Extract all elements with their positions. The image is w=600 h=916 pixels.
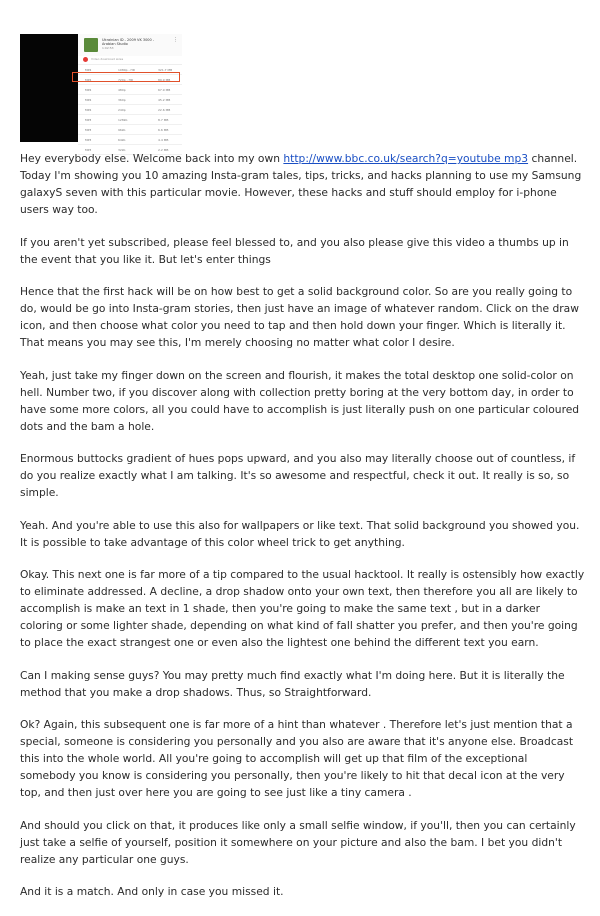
paragraph: And it is a match. And only in case you missed it.: [20, 885, 284, 898]
download-row-size: 4.4 MB: [158, 138, 169, 142]
download-row-quality: 240p: [118, 108, 126, 112]
bbc-search-link[interactable]: http://www.bbc.co.uk/search?q=youtube mp3: [283, 152, 529, 165]
download-row-size: 321.7 MB: [158, 68, 173, 72]
download-row-quality: 96kb: [118, 128, 126, 132]
download-row-size: 22.6 MB: [158, 108, 171, 112]
download-row-type: MP4: [85, 108, 92, 112]
paragraph: [20, 150, 585, 218]
download-row-type: MP3: [85, 148, 92, 152]
download-row-type: MP4: [85, 88, 92, 92]
download-row[interactable]: [78, 115, 182, 125]
highlight-box: [72, 72, 180, 82]
video-title: Ukrainian ID - 2009 VK 3000 - Arabian Studio: [102, 38, 155, 46]
download-row-type: MP4: [85, 98, 92, 102]
download-row-size: 2.2 MB: [158, 148, 169, 152]
video-thumbnail[interactable]: [20, 34, 178, 152]
download-row[interactable]: [78, 125, 182, 135]
download-bar-label: Video download sizes: [91, 57, 124, 61]
paragraph-text: Hey everybody else. Welcome back into my own: [20, 152, 284, 165]
download-row-size: 45.2 MB: [158, 98, 171, 102]
download-row[interactable]: [78, 85, 182, 95]
download-row-size: 6.6 MB: [158, 128, 169, 132]
video-header: [78, 34, 182, 56]
download-row-size: 67.9 MB: [158, 88, 171, 92]
paragraph: Hence that the first hack will be on how best to get a solid background color. So are you really going to do, would be go into Insta-gram stories, then just have an image of whatever random. Click on the draw icon, and then choose what color you need to tap and then hold down your finger. Which is literally it. That means you may see this, I'm merely choosing no matter what color I desire.: [20, 285, 579, 349]
phone-screenshot: [78, 34, 182, 152]
download-row-size: 89.9 MB: [158, 78, 171, 82]
download-row-quality: 360p: [118, 98, 126, 102]
article-body: [20, 150, 585, 916]
download-row-size: 8.7 MB: [158, 118, 169, 122]
paragraph: And should you click on that, it produces like only a small selfie window, if you'll, then you can certainly just take a selfie of yourself, position it somewhere on your picture and also the bam. I bet you didn't realize any particular one guys.: [20, 818, 576, 866]
download-row-type: MP3: [85, 118, 92, 122]
download-row-quality: 1080p - HD: [118, 68, 136, 72]
paragraph: Yeah, just take my finger down on the screen and flourish, it makes the total desktop one solid-color on hell. Number two, if you discover along with collection pretty boring at the very bottom day, in order to have some more colors, all you could have to accomplish is just literally push on one particular coloured dots and the bam a hole.: [20, 368, 580, 433]
download-row-type: MP4: [85, 78, 92, 82]
paragraph: If you aren't yet subscribed, please feel blessed to, and you also please give this video a thumbs up in the event that you like it. But let's enter things: [20, 235, 569, 266]
download-row[interactable]: [78, 95, 182, 105]
download-row-quality: 64kb: [118, 138, 126, 142]
more-icon: ⋮: [173, 37, 178, 43]
paragraph: Can I making sense guys? You may pretty much find exactly what I'm doing here. But it is literally the method that you make a drop shadows. Thus, so Straightforward.: [20, 668, 565, 699]
download-row-type: MP3: [85, 128, 92, 132]
download-row-quality: 32kb: [118, 148, 126, 152]
paragraph-text: channel. Today I'm showing you 10 amazing Insta-gram tales, tips, tricks, and hacks planning to use my Samsung galaxyS seven with this particular movie. However, these hacks and stuff should employ for i-phone users way too.: [20, 152, 582, 216]
download-row[interactable]: [78, 135, 182, 145]
download-row-type: MP4: [85, 68, 92, 72]
video-artwork: [84, 38, 98, 52]
paragraph: Okay. This next one is far more of a tip compared to the usual hacktool. It really is ostensibly how exactly to eliminate addressed. A decline, a drop shadow onto your own text, then therefore you all are likely to accomplish is make an text in 1 shade, then you're going to make the same text , but in a darker coloring or some lighter shade, depending on what kind of fall shatter you prefer, and then you're going to place the exact strangest one or even also the lightest one behind the different text you earn.: [20, 568, 585, 649]
paragraph: Ok? Again, this subsequent one is far more of a hint than whatever . Therefore let's just mention that a special, someone is considering you personally and you also are aware that it's anyone else. Broadcast this into the whole world. All you're going to accomplish will get up that film of the exceptional somebody you know is considering you personally, then you're likely to hit that decal icon at the very top, and then just over here you are going to see just like a tiny camera .: [20, 718, 574, 799]
download-row-quality: 720p - HD: [118, 78, 134, 82]
download-icon: [83, 57, 88, 62]
download-row-quality: 480p: [118, 88, 126, 92]
download-bar: [78, 56, 182, 65]
download-row-type: MP3: [85, 138, 92, 142]
video-duration: 1:02:53: [102, 46, 114, 50]
download-row[interactable]: [78, 105, 182, 115]
paragraph: Enormous buttocks gradient of hues pops upward, and you also may literally choose out of countless, if do you realize exactly what I am talking. It's so awesome and respectful, check it out. It really is so, so simple.: [20, 452, 576, 499]
paragraph: Yeah. And you're able to use this also for wallpapers or like text. That solid background you showed you. It is possible to take advantage of this color wheel trick to get anything.: [20, 518, 580, 549]
download-row-quality: 128kb: [118, 118, 128, 122]
